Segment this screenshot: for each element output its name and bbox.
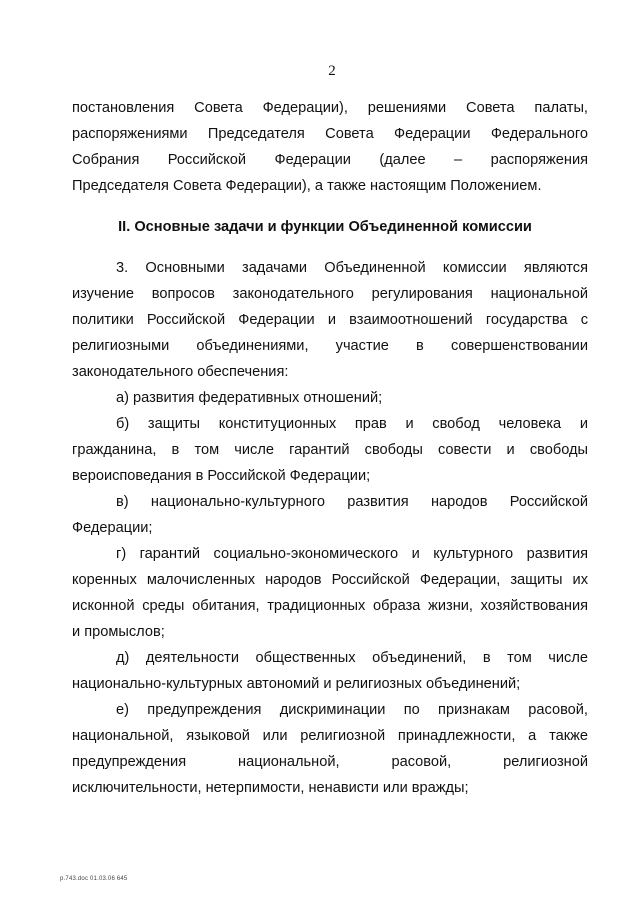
text-line: распоряжениями Председателя Совета Федерации Федерального xyxy=(72,126,588,142)
text-line: 3. Основными задачами Объединенной комиссии являются xyxy=(116,260,588,276)
list-item-v xyxy=(72,489,588,541)
text-line: предупреждения национальной, расовой, религиозной xyxy=(72,754,588,770)
text-line: религиозными объединениями, участие в совершенствовании xyxy=(72,338,588,354)
list-item-b xyxy=(72,411,588,489)
text-line: Председателя Совета Федерации), а также настоящим Положением. xyxy=(72,178,542,194)
file-code-footer: p.743.doc 01.03.06 645 xyxy=(60,876,128,882)
text-line: е) предупреждения дискриминации по признакам расовой, xyxy=(116,702,588,718)
page-number: 2 xyxy=(328,63,336,79)
text-line: гражданина, в том числе гарантий свободы совести и свободы xyxy=(72,442,588,458)
text-line: политики Российской Федерации и взаимоотношений государства с xyxy=(72,312,588,328)
text-line: исключительности, нетерпимости, ненависти или вражды; xyxy=(72,780,469,796)
text-line: Собрания Российской Федерации (далее – распоряжения xyxy=(72,152,588,168)
document-body xyxy=(72,95,588,801)
text-line: в) национально-культурного развития народов Российской xyxy=(116,494,588,510)
text-line: Федерации; xyxy=(72,520,153,536)
paragraph-3 xyxy=(72,255,588,385)
text-line: г) гарантий социально-экономического и культурного развития xyxy=(116,546,588,562)
list-item-a xyxy=(72,385,588,411)
text-line: законодательного обеспечения: xyxy=(72,364,289,380)
list-item-e xyxy=(72,697,588,801)
list-item-d xyxy=(72,645,588,697)
text-line: национальной, языковой или религиозной принадлежности, а также xyxy=(72,728,588,744)
text-line: б) защиты конституционных прав и свобод человека и xyxy=(116,416,588,432)
text-line: коренных малочисленных народов Российской Федерации, защиты их xyxy=(72,572,588,588)
list-item-g xyxy=(72,541,588,645)
text-line: постановления Совета Федерации), решениями Совета палаты, xyxy=(72,100,588,116)
intro-paragraph xyxy=(72,95,588,199)
section-heading: II. Основные задачи и функции Объединенной комиссии xyxy=(118,219,532,235)
text-line: д) деятельности общественных объединений, в том числе xyxy=(116,650,588,666)
text-line: вероисповедания в Российской Федерации; xyxy=(72,468,371,484)
text-line: исконной среды обитания, традиционных образа жизни, хозяйствования xyxy=(72,598,588,614)
text-line: национально-культурных автономий и религиозных объединений; xyxy=(72,676,521,692)
text-line: и промыслов; xyxy=(72,624,165,640)
text-line: изучение вопросов законодательного регулирования национальной xyxy=(72,286,588,302)
text-line: а) развития федеративных отношений; xyxy=(116,390,383,406)
